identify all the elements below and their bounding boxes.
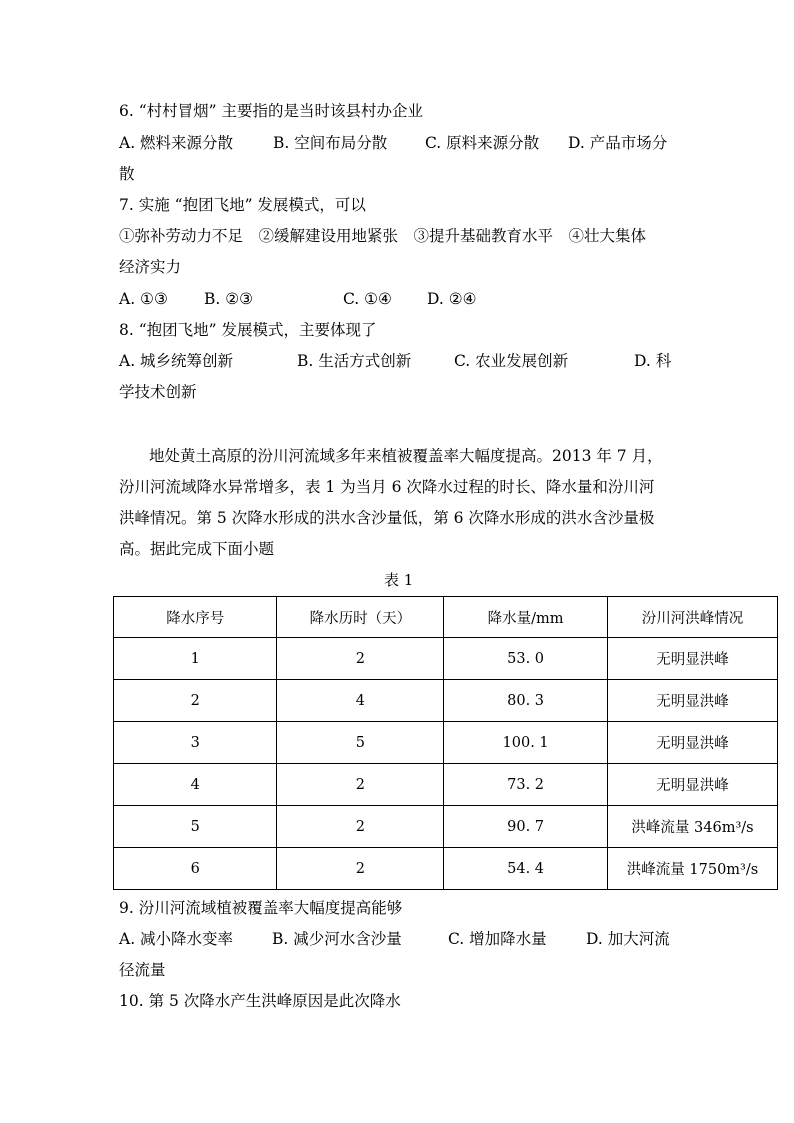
cell-number: 5 — [114, 806, 277, 848]
q7-items: ①弥补劳动力不足 ②缓解建设用地紧张 ③提升基础教育水平 ④壮大集体 — [119, 227, 647, 245]
q6-option-c: C. 原料来源分散 — [425, 134, 540, 152]
q9-option-c: C. 增加降水量 — [448, 930, 547, 948]
cell-duration: 5 — [277, 722, 444, 764]
q6-option-a: A. 燃料来源分散 — [119, 134, 234, 152]
q9-option-d-continued: 径流量 — [119, 961, 166, 979]
q7-items-continued: 经济实力 — [119, 258, 182, 276]
q7-stem: 7. 实施 “抱团飞地” 发展模式，可以 — [119, 196, 366, 214]
cell-amount: 80. 3 — [444, 680, 608, 722]
cell-flood: 洪峰流量 346m³/s — [608, 806, 778, 848]
cell-duration: 2 — [277, 638, 444, 680]
cell-number: 1 — [114, 638, 277, 680]
table-row — [114, 764, 778, 806]
q6-stem: 6. “村村冒烟” 主要指的是当时该县村办企业 — [119, 102, 423, 120]
table-row — [114, 638, 778, 680]
cell-flood: 无明显洪峰 — [608, 680, 778, 722]
cell-duration: 2 — [277, 806, 444, 848]
header-precip-amount: 降水量/mm — [444, 597, 608, 638]
q10-stem: 10. 第 5 次降水产生洪峰原因是此次降水 — [119, 992, 401, 1010]
table-header-row — [114, 597, 778, 638]
q8-stem: 8. “抱团飞地” 发展模式，主要体现了 — [119, 321, 377, 339]
q7-option-b: B. ②③ — [204, 290, 254, 308]
q6-option-b: B. 空间布局分散 — [273, 134, 388, 152]
cell-duration: 4 — [277, 680, 444, 722]
table-row — [114, 722, 778, 764]
cell-number: 3 — [114, 722, 277, 764]
cell-flood: 无明显洪峰 — [608, 764, 778, 806]
q9-option-a: A. 减小降水变率 — [119, 930, 234, 948]
q8-option-b: B. 生活方式创新 — [297, 352, 412, 370]
precipitation-table — [113, 596, 778, 890]
q7-option-c: C. ①④ — [343, 290, 392, 308]
table-caption: 表 1 — [384, 571, 414, 589]
cell-flood: 无明显洪峰 — [608, 722, 778, 764]
cell-duration: 2 — [277, 848, 444, 890]
cell-duration: 2 — [277, 764, 444, 806]
header-precip-duration: 降水历时（天） — [277, 597, 444, 638]
q6-option-d-continued: 散 — [119, 165, 135, 183]
q6-option-d: D. 产品市场分 — [568, 134, 668, 152]
q8-option-d: D. 科 — [634, 352, 672, 370]
q7-option-d: D. ②④ — [427, 290, 477, 308]
cell-number: 2 — [114, 680, 277, 722]
cell-amount: 53. 0 — [444, 638, 608, 680]
q9-stem: 9. 汾川河流域植被覆盖率大幅度提高能够 — [119, 899, 403, 917]
cell-amount: 73. 2 — [444, 764, 608, 806]
cell-flood: 无明显洪峰 — [608, 638, 778, 680]
cell-amount: 90. 7 — [444, 806, 608, 848]
q8-option-c: C. 农业发展创新 — [454, 352, 569, 370]
table-row — [114, 806, 778, 848]
q9-option-b: B. 减少河水含沙量 — [272, 930, 402, 948]
header-precip-number: 降水序号 — [114, 597, 277, 638]
cell-number: 6 — [114, 848, 277, 890]
passage-line-2: 汾川河流域降水异常增多，表 1 为当月 6 次降水过程的时长、降水量和汾川河 — [119, 478, 655, 496]
q8-option-a: A. 城乡统筹创新 — [119, 352, 234, 370]
passage-line-3: 洪峰情况。第 5 次降水形成的洪水含沙量低，第 6 次降水形成的洪水含沙量极 — [119, 509, 655, 527]
cell-amount: 100. 1 — [444, 722, 608, 764]
header-flood-peak: 汾川河洪峰情况 — [608, 597, 778, 638]
passage-line-1: 地处黄土高原的汾川河流域多年来植被覆盖率大幅度提高。2013 年 7 月， — [149, 447, 663, 465]
cell-number: 4 — [114, 764, 277, 806]
q8-option-d-continued: 学技术创新 — [119, 383, 197, 401]
cell-flood: 洪峰流量 1750m³/s — [608, 848, 778, 890]
table-row — [114, 848, 778, 890]
cell-amount: 54. 4 — [444, 848, 608, 890]
q9-option-d: D. 加大河流 — [586, 930, 670, 948]
q7-option-a: A. ①③ — [119, 290, 168, 308]
table-row — [114, 680, 778, 722]
passage-line-4: 高。据此完成下面小题 — [119, 540, 275, 558]
